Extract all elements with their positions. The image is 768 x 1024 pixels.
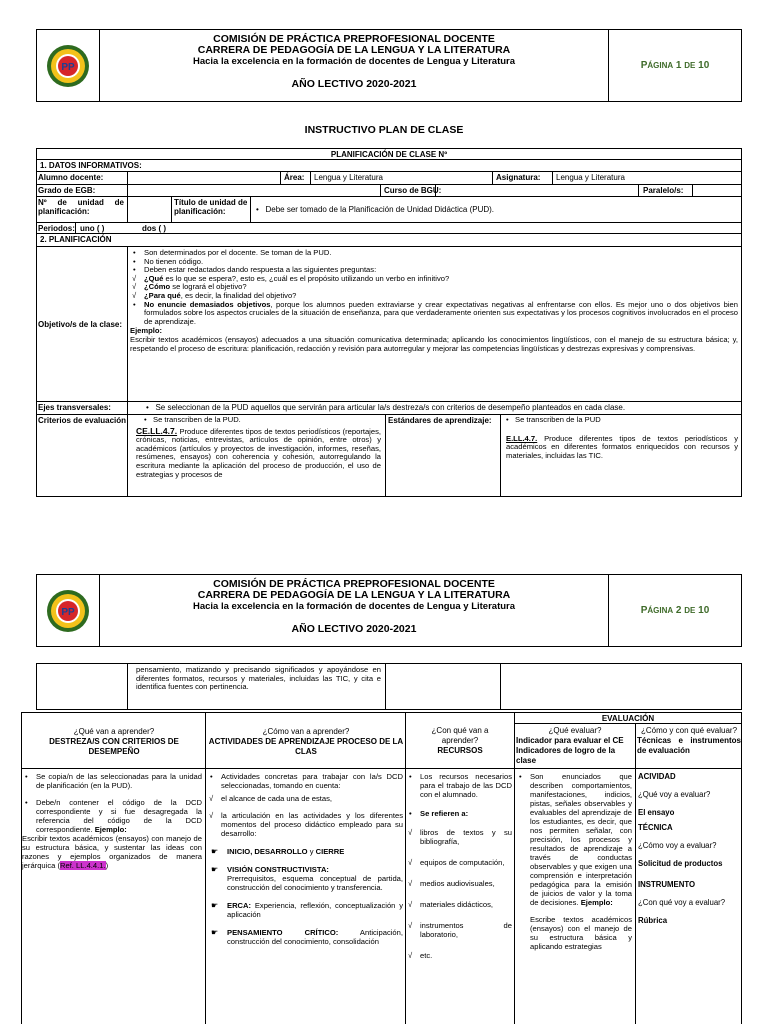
nunidad-label: Nº de unidad de planificación: <box>38 198 124 216</box>
criterios-label: Criterios de evaluación <box>38 416 127 425</box>
institution-logo-icon <box>45 43 91 89</box>
logo <box>37 575 100 646</box>
header-year: AÑO LECTIVO 2020-2021 <box>291 78 417 90</box>
actividades-content: • Actividades concretas para trabajar con la/s DCD seleccionadas, tomando en cuenta: √ el alcance de cada una de estas, √ la articulación en las actividades y los diferentes momentos del proceso didáctico empleado para su desarrollo: ☛ INICIO, DESARROLLO y CIERRE ☛ VISIÓN CONSTRUCTIVISTA: Prerrequisitos, esquema conceptual de partida, construcción del conocimiento y transferencia. ☛ ERCA: Experiencia, reflexión, conceptualización y aplicación ☛ PENSAMIENTO CRÍTICO: Anticipación, construcción del conocimiento, consolidación <box>207 772 403 946</box>
grado-label: Grado de EGB: <box>38 186 96 195</box>
page-number: P ÁGINA 2 DE 10 <box>640 605 710 616</box>
col-actividades-header: ¿Cómo van a aprender? ACTIVIDADES DE APRENDIZAJE PROCESO DE LA CLAS <box>208 727 404 756</box>
objetivo-label: Objetivo/s de la clase: <box>38 320 123 329</box>
periodos-label: Periodos: <box>38 224 75 233</box>
indicadores-content: • Son enunciados que describen comportamientos, manifestaciones, indicios, pistas, señales observables y evaluables del aprendizaje de los estudiantes, es decir, que nos permiten señalar, con precisión, los procesos y resultados de aprendizaje a través de conductas observables y que exigen una comprensión e interpretación pedagógica para la emisión de juicios de valor y la toma de decisiones. Ejemplo: Escribe textos académicos (ensayos) con el manejo de su estructura básica y aplicando estrategias <box>516 772 632 951</box>
alumno-label: Alumno docente: <box>38 173 104 182</box>
header-line1: COMISIÓN DE PRÁCTICA PREPROFESIONAL DOCENTE <box>213 578 495 590</box>
periodo-dos: dos ( ) <box>142 224 166 233</box>
titulo-value: • Debe ser tomado de la Planificación de Unidad Didáctica (PUD). <box>256 205 495 214</box>
paralelo-label: Paralelo/s: <box>643 186 684 195</box>
document-title: INSTRUCTIVO PLAN DE CLASE <box>304 124 464 136</box>
header-line3: Hacia la excelencia en la formación de docentes de Lengua y Literatura <box>192 601 516 612</box>
periodo-uno: uno ( ) <box>80 224 105 233</box>
header-line2: CARRERA DE PEDAGOGÍA DE LA LENGUA Y LA LITERATURA <box>197 589 511 601</box>
page-number: P ÁGINA 1 DE 10 <box>640 60 710 71</box>
destrezas-content: • Se copia/n de las seleccionadas para la unidad de planificación (en la PUD). • Debe/n contener el código de la DCD correspondiente y si fue desagregada la referencia del código de la DCD correspondiente. Ejemplo: Escribir textos académicos (ensayos) con manejo de su estructura básica, y sustentar las ideas con razones y ejemplos organizados de manera jerárquica (Ref. LL.4.4.1.) <box>22 772 202 870</box>
recursos-content: • Los recursos necesarios para el trabajo de las DCD con el alumnado. • Se refieren a: √ libros de textos y su bibliografía, √ equipos de computación, √ medios audiovisuales, √ materiales didácticos, √ instrumentos de laboratorio, √ etc. <box>406 772 512 960</box>
objetivo-content: • Son determinados por el docente. Se toman de la PUD. • No tienen código. • Deben estar redactados dando respuesta a las siguientes preguntas: √ ¿Qué es lo que se espera?, esto es, ¿cuál es el propósito utilizando un verbo en infinitivo? √ ¿Cómo se logrará el objetivo? √ ¿Para qué, es decir, la finalidad del objetivo? • No enuncie demasiados objetivos, porque los alumnos pueden extraviarse y crear expectativas negativas al enfrentarse con ellos. Es mejor uno o dos objetivos bien formulados sobre los aspectos cruciales de la situación de enseñanza, para que verdaderamente orienten sus expectativas y los procesos cognitivos involucrados en el proceso de aprendizaje. Ejemplo: Escribir textos académicos (ensayos) adecuados a una situación comunicativa determinada; aplicando los conocimientos lingüísticos, con el manejo de su estructura básica; y, respetando el proceso de escritura: planificación, redacción y revisión para autorregular y mejorar las competencias lingüísticas y destrezas expresivas y comprensivas. <box>130 249 738 353</box>
page2-header <box>36 574 742 647</box>
institution-logo-icon <box>45 588 91 634</box>
section-planificacion: 2. PLANIFICACIÓN <box>40 235 112 244</box>
col-destrezas-header: ¿Qué van a aprender? DESTREZA/S CON CRITERIOS DE DESEMPEÑO <box>49 727 179 756</box>
area-label: Área: <box>284 173 305 182</box>
estandares-label: Estándares de aprendizaje: <box>388 416 492 425</box>
criterios-continuation: pensamiento, matizando y precisando significados y apoyándose en diferentes formatos, recursos y materiales, incluidas las TIC, y cita e identifica fuentes con pertinencia. <box>136 665 381 692</box>
asignatura-label: Asignatura: <box>496 173 541 182</box>
svg-text:PP: PP <box>61 61 75 73</box>
section-datos: 1. DATOS INFORMATIVOS: <box>40 161 142 170</box>
ejes-label: Ejes transversales: <box>38 403 111 412</box>
logo <box>37 30 100 101</box>
tecnicas-content: ACIVIDAD ¿Qué voy a evaluar? El ensayo TÉCNICA ¿Cómo voy a evaluar? Solicitud de productos INSTRUMENTO ¿Con qué voy a evaluar? Rúbrica <box>638 772 726 925</box>
header-year: AÑO LECTIVO 2020-2021 <box>291 623 417 635</box>
area-value: Lengua y Literatura <box>314 173 383 182</box>
header-line2: CARRERA DE PEDAGOGÍA DE LA LENGUA Y LA LITERATURA <box>197 44 511 56</box>
col-recursos-header: ¿Con qué van a aprender? RECURSOS <box>431 726 489 755</box>
evaluacion-header: EVALUACIÓN <box>601 714 655 723</box>
page1-header <box>36 29 742 102</box>
svg-text:PP: PP <box>61 606 75 618</box>
estandares-content: • Se transcriben de la PUD E.LL.4.7. Produce diferentes tipos de textos periodísticos y académicos en diferentes formatos enriquecidos con recursos y materiales, incluidas las TIC. <box>506 415 738 460</box>
col-indicadores-header: ¿Qué evaluar? Indicador para evaluar el CE Indicadores de logro de la clase <box>516 726 624 765</box>
header-line1: COMISIÓN DE PRÁCTICA PREPROFESIONAL DOCENTE <box>213 33 495 45</box>
curso-label: Curso de BGU: <box>384 186 442 195</box>
asignatura-value: Lengua y Literatura <box>556 173 625 182</box>
header-line3: Hacia la excelencia en la formación de docentes de Lengua y Literatura <box>192 56 516 67</box>
criterios-content: • Se transcriben de la PUD. CE.LL.4.7. Produce diferentes tipos de textos periodísticos (reportajes, crónicas, noticias, entrevistas, artículos de opinión, entre otros) y académicos (artículos y proyectos de investigación, informes, reseñas, resúmenes, ensayos) con coherencia y cohesión, autorregulando la escritura mediante la aplicación del proceso de producción, el uso de estrategias y procesos de <box>136 415 381 479</box>
col-tecnicas-header: ¿Cómo y con qué evaluar? Técnicas e instrumentos de evaluación <box>637 726 741 755</box>
titulo-label: Título de unidad de planificación: <box>174 198 248 216</box>
ejes-value: • Se seleccionan de la PUD aquellos que servirán para articular la/s destreza/s con criterios de desempeño planteados en cada clase. <box>146 403 626 412</box>
plan-title: PLANIFICACIÓN DE CLASE Nº <box>330 150 448 159</box>
